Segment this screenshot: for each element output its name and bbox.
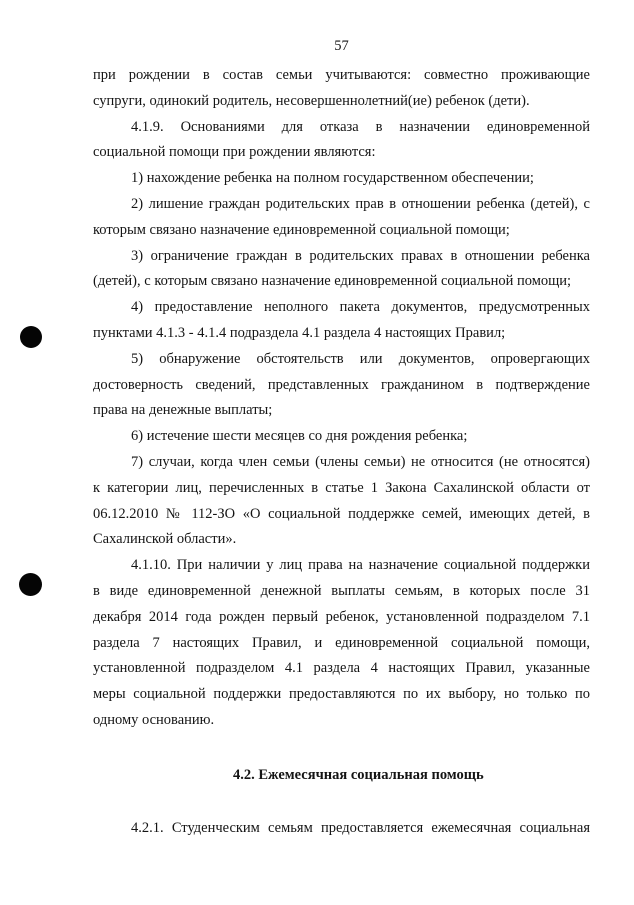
text-line: 4.2.1. Студенческим семьям предоставляется ежемесячная социальная [131,820,590,836]
refusal-ground-1 [93,166,590,192]
refusal-ground-5 [93,347,590,424]
text-line: 4) предоставление неполного пакета документов, предусмотренных [131,299,590,316]
clause-4-1-9 [93,115,590,167]
text-line: 3) ограничение граждан в родительских правах в отношении ребенка [131,247,590,264]
text-line: установленной подразделом 4.1 раздела 4 настоящих Правил, указанные [93,660,590,677]
text-line: меры социальной поддержки предоставляются по их выбору, но только по [93,686,590,703]
text-line: 2) лишение граждан родительских прав в отношении ребенка (детей), с [131,195,590,212]
text-line: 1) нахождение ребенка на полном государственном обеспечении; [131,170,534,187]
text-line: супруги, одинокий родитель, несовершеннолетний(ие) ребенок (дети). [93,92,530,109]
refusal-ground-3 [93,244,590,296]
clause-4-1-10 [93,553,590,734]
text-line: 4.1.10. При наличии у лиц права на назначение социальной поддержки [131,557,590,574]
refusal-ground-6 [93,424,590,450]
text-line: 06.12.2010 № 112-ЗО «О социальной поддержке семей, имеющих детей, в [93,505,590,522]
text-line: 5) обнаружение обстоятельств или документов, опровергающих [131,350,590,367]
refusal-ground-2 [93,192,590,244]
text-line: которым связано назначение единовременной социальной помощи; [93,221,510,238]
text-line: к категории лиц, перечисленных в статье 1 Закона Сахалинской области от [93,479,590,496]
refusal-ground-7 [93,450,590,553]
text-line: достоверность сведений, представленных гражданином в подтверждение [93,376,590,393]
text-line: пунктами 4.1.3 - 4.1.4 подраздела 4.1 раздела 4 настоящих Правил; [93,324,506,341]
continued-paragraph [93,63,590,115]
clause-4-2-1 [93,816,590,842]
page-number: 57 [334,38,349,54]
text-line: одному основанию. [93,711,215,728]
text-line: Сахалинской области». [93,531,237,548]
refusal-ground-4 [93,295,590,347]
punch-hole-mark [19,573,42,596]
punch-hole-mark [20,326,42,348]
text-line: в виде единовременной денежной выплаты семьям, в которых после 31 [93,582,590,599]
text-line: социальной помощи при рождении являются: [93,144,376,161]
text-line: 4.1.9. Основаниями для отказа в назначении единовременной [131,118,590,135]
text-line: при рождении в состав семьи учитываются: совместно проживающие [93,67,590,83]
text-body [93,63,590,842]
text-line: (детей), с которым связано назначение единовременной социальной помощи; [93,273,572,290]
text-line: раздела 7 настоящих Правил, и единовременной социальной помощи, [93,634,590,651]
text-line: 6) истечение шести месяцев со дня рождения ребенка; [131,428,468,445]
section-heading: 4.2. Ежемесячная социальная помощь [233,767,484,784]
text-line: 7) случаи, когда член семьи (члены семьи) не относится (не относятся) [131,453,590,470]
text-line: декабря 2014 года рожден первый ребенок, установленной подразделом 7.1 [93,608,590,625]
text-line: права на денежные выплаты; [93,402,273,419]
